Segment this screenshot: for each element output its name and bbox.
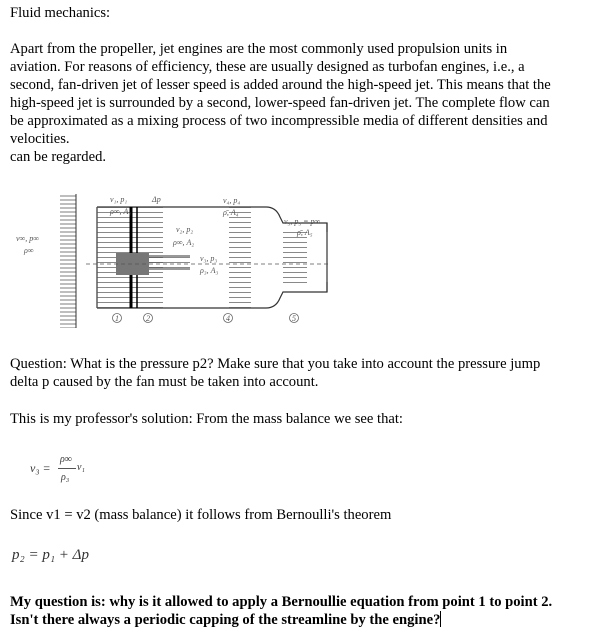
station-marker-4 [224, 314, 233, 324]
delta-p-label: Δp [152, 195, 161, 204]
mass-balance-equation [30, 450, 150, 486]
eq1-lhs: v₃ = [30, 461, 51, 475]
paragraph-line: second, fan-driven jet of lesser speed is added around the high-speed jet. This means that the [10, 77, 551, 93]
title: Fluid mechanics: [10, 5, 111, 21]
eq1-rhs: v₁ [77, 462, 85, 473]
paragraph-line: can be regarded. [10, 149, 107, 165]
text-cursor [440, 611, 441, 627]
bold-line: Isn't there always a periodic capping of the streamline by the engine? [10, 612, 441, 628]
paragraph-line: high-speed jet is surrounded by a second, lower-speed fan-driven jet. The complete flow can [10, 95, 550, 111]
question-line: Question: What is the pressure p2? Make sure that you take into account the pressure jump [10, 356, 541, 372]
station3-label-a: v₃, p₃ [200, 254, 218, 263]
station4-label-b: ρ̄, A₄ [223, 208, 239, 217]
paragraph-line: be approximated as a mixing process of two incompressible media of different densities and [10, 113, 548, 129]
svg-text:4: 4 [226, 314, 230, 323]
paragraph-line: velocities. [10, 131, 70, 147]
station4-label-a: v₄, p₄ [223, 196, 241, 205]
inflow-density-label: ρ∞ [24, 246, 34, 255]
station5-profile [283, 230, 307, 285]
solution-intro: This is my professor's solution: From the mass balance we see that: [10, 411, 403, 427]
paragraph-line: Apart from the propeller, jet engines are the most commonly used propulsion units in [10, 41, 508, 57]
station1-label-b: ρ∞, A₁ [110, 207, 132, 216]
eq1-denominator: ρ₃ [61, 472, 70, 483]
eq1-numerator: ρ∞ [60, 454, 72, 465]
svg-text:2: 2 [146, 314, 150, 323]
station2-label-a: v₂, p₂ [176, 225, 194, 234]
paragraph-line: aviation. For reasons of efficiency, these are usually designed as turbofan engines, i.e., a [10, 59, 525, 75]
station2-label-b: ρ∞, A₂ [173, 238, 195, 247]
my-question [10, 593, 604, 629]
svg-text:5: 5 [292, 314, 296, 323]
intro-paragraph [10, 40, 604, 166]
question-line: delta p caused by the fan must be taken into account. [10, 374, 319, 390]
station1-label-a: v₁, p₁ [110, 195, 128, 204]
inflow-label: v∞, p∞ [16, 234, 39, 243]
station3-label-b: ρ₃, A₃ [200, 266, 219, 275]
bold-line: My question is: why is it allowed to apply a Bernoullie equation from point 1 to point 2. [10, 594, 553, 610]
since-text: Since v1 = v2 (mass balance) it follows from Bernoulli's theorem [10, 507, 392, 523]
question [10, 355, 604, 391]
station-marker-5 [290, 314, 299, 324]
inflow-profile [60, 194, 76, 328]
core-nozzle [149, 256, 190, 269]
station5-label-a: v₅, p₅ = p∞ [284, 217, 321, 226]
station-marker-1 [113, 314, 122, 324]
turbofan-diagram [0, 190, 612, 330]
station5-label-b: ρ̄, A₅ [297, 228, 313, 237]
svg-text:1: 1 [115, 314, 119, 323]
bernoulli-result-equation: p₂ = p₁ + Δp [12, 547, 89, 563]
station-marker-2 [144, 314, 153, 324]
station4-profile [229, 207, 251, 308]
